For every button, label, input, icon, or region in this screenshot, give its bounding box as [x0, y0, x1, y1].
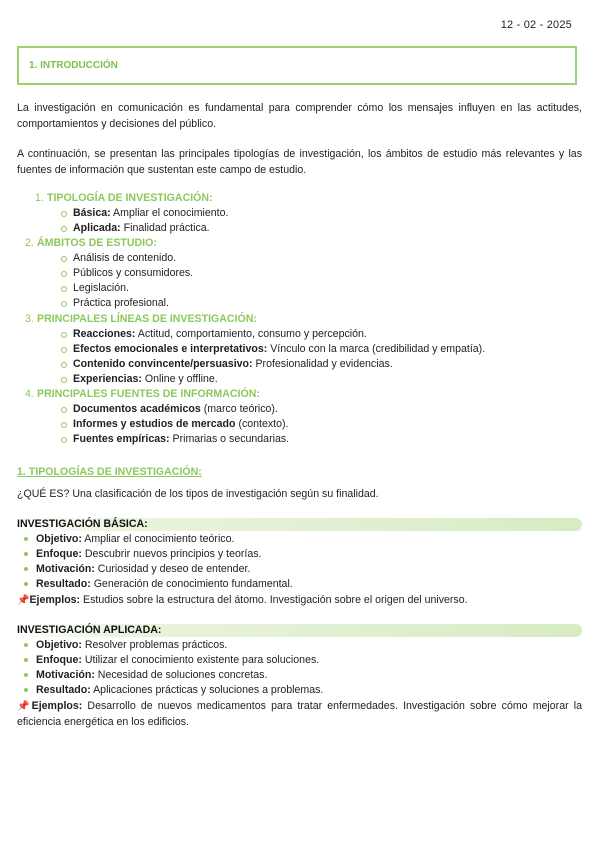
list-item: Enfoque: Utilizar el conocimiento existente para soluciones.: [22, 653, 323, 668]
outline-item: 2. ÁMBITOS DE ESTUDIO: Análisis de contenido. Públicos y consumidores. Legislación. Práctica profesional.: [17, 236, 485, 311]
list-item: Informes y estudios de mercado (contexto).: [61, 417, 485, 432]
list-item: Experiencias: Online y offline.: [61, 372, 485, 387]
page-title: 1. INTRODUCCIÓN: [29, 60, 118, 71]
list-item: Resultado: Aplicaciones prácticas y soluciones a problemas.: [22, 683, 323, 698]
heading-band-aplicada: [17, 624, 582, 637]
list-item: Públicos y consumidores.: [61, 266, 485, 281]
list-item: Práctica profesional.: [61, 296, 485, 311]
list-item: Objetivo: Resolver problemas prácticos.: [22, 638, 323, 653]
list-item: Reacciones: Actitud, comportamiento, consumo y percepción.: [61, 327, 485, 342]
pushpin-icon: 📌: [17, 595, 30, 606]
outline-label: TIPOLOGÍA DE INVESTIGACIÓN:: [47, 192, 213, 204]
basica-list: [22, 532, 293, 592]
list-item: Básica: Ampliar el conocimiento.: [61, 206, 485, 221]
outline-label: ÁMBITOS DE ESTUDIO:: [37, 237, 157, 250]
intro-paragraph-2: A continuación, se presentan las principales tipologías de investigación, los ámbitos de estudio más relevantes y las fuentes de información que sustentan este campo de estudio.: [17, 148, 582, 176]
section-heading: 1. TIPOLOGÍAS DE INVESTIGACIÓN:: [17, 466, 202, 478]
definition-text: ¿QUÉ ES? Una clasificación de los tipos de investigación según su finalidad.: [17, 488, 379, 500]
list-item: Motivación: Necesidad de soluciones concretas.: [22, 668, 323, 683]
list-item: Efectos emocionales e interpretativos: Vínculo con la marca (credibilidad y empatía).: [61, 342, 485, 357]
list-item: Motivación: Curiosidad y deseo de entender.: [22, 562, 293, 577]
aplicada-examples: 📌Ejemplos: Desarrollo de nuevos medicamentos para tratar enfermedades. Investigación sobre cómo mejorar la eficiencia energética en los edificios.: [17, 700, 582, 728]
sublist: [35, 206, 485, 236]
list-item: Fuentes empíricas: Primarias o secundarias.: [61, 432, 485, 447]
list-item: Contenido convincente/persuasivo: Profesionalidad y evidencias.: [61, 357, 485, 372]
heading-band-basica: [17, 518, 582, 531]
list-item: Resultado: Generación de conocimiento fundamental.: [22, 577, 293, 592]
intro-paragraph-1: La investigación en comunicación es fundamental para comprender cómo los mensajes influyen en las actitudes, comportamientos y decisiones del público.: [17, 102, 582, 130]
aplicada-title: INVESTIGACIÓN APLICADA:: [17, 624, 162, 636]
outline-item: 1. TIPOLOGÍA DE INVESTIGACIÓN: Básica: Ampliar el conocimiento. Aplicada: Finalidad práctica.: [17, 191, 485, 236]
outline-list: [17, 191, 485, 447]
list-item: Aplicada: Finalidad práctica.: [61, 221, 485, 236]
document-date: 12 - 02 - 2025: [500, 19, 572, 31]
list-item: Legislación.: [61, 281, 485, 296]
list-item: Objetivo: Ampliar el conocimiento teórico.: [22, 532, 293, 547]
pushpin-icon: 📌: [17, 701, 32, 712]
sublist: [25, 402, 485, 447]
outline-item: 4. PRINCIPALES FUENTES DE INFORMACIÓN: Documentos académicos (marco teórico). Informes y estudios de mercado (contexto). Fuentes empíricas: Primarias o secundarias.: [17, 387, 485, 447]
outline-label: PRINCIPALES FUENTES DE INFORMACIÓN:: [37, 387, 260, 400]
list-item: Documentos académicos (marco teórico).: [61, 402, 485, 417]
list-item: Análisis de contenido.: [61, 251, 485, 266]
sublist: [25, 327, 485, 387]
aplicada-list: [22, 638, 323, 698]
sublist: [25, 251, 485, 311]
title-box: [17, 46, 577, 85]
basica-examples: 📌Ejemplos: Estudios sobre la estructura del átomo. Investigación sobre el origen del universo.: [17, 594, 468, 606]
basica-title: INVESTIGACIÓN BÁSICA:: [17, 518, 148, 530]
outline-label: PRINCIPALES LÍNEAS DE INVESTIGACIÓN:: [37, 312, 257, 325]
outline-item: 3. PRINCIPALES LÍNEAS DE INVESTIGACIÓN: Reacciones: Actitud, comportamiento, consumo y percepción. Efectos emocionales e interpretativos: Vínculo con la marca (credibilidad y empatía). Contenido convincente/persuasivo: Profesionalidad y evidencias. Experiencias: Online y offline.: [17, 312, 485, 387]
list-item: Enfoque: Descubrir nuevos principios y teorías.: [22, 547, 293, 562]
